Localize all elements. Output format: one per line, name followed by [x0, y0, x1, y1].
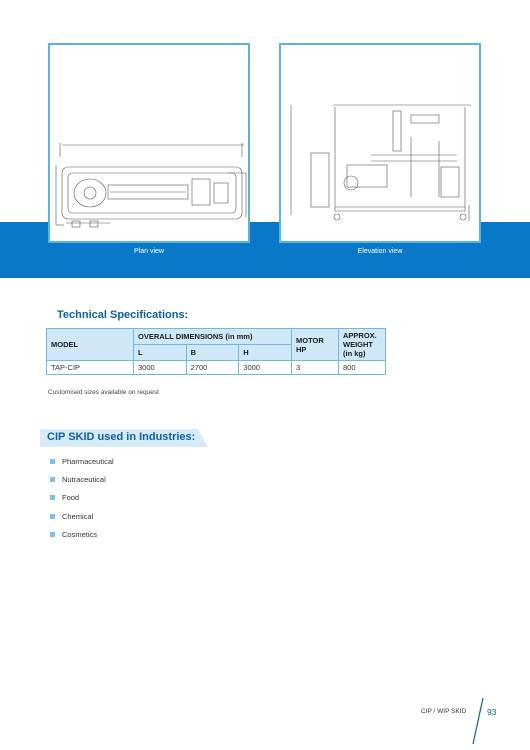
elevation-view-drawing [281, 45, 483, 245]
col-b: B [186, 345, 239, 361]
bullet-icon [50, 477, 55, 482]
elevation-view-caption: Elevation view [357, 248, 403, 255]
cell-h: 3000 [239, 361, 292, 375]
col-h: H [239, 345, 292, 361]
custom-size-note: Customised sizes available on request [48, 389, 159, 396]
col-weight: APPROX. WEIGHT (in kg) [339, 329, 386, 361]
list-item [50, 452, 114, 470]
cell-model: TAP-CIP [47, 361, 134, 375]
bullet-icon [50, 532, 55, 537]
cell-weight: 800 [339, 361, 386, 375]
col-motor: MOTOR HP [292, 329, 339, 361]
page-number: 93 [487, 707, 497, 717]
cell-l: 3000 [134, 361, 187, 375]
industry-label: Food [62, 493, 80, 503]
col-l: L [134, 345, 187, 361]
plan-view-figure [48, 43, 250, 243]
footer-section-label: CIP / WIP SKID [421, 708, 467, 715]
list-item [50, 470, 114, 488]
industries-heading: CIP SKID used in Industries: [47, 431, 196, 443]
list-item [50, 489, 114, 507]
bullet-icon [50, 514, 55, 519]
elevation-view-figure [279, 43, 481, 243]
footer-divider-icon [472, 698, 484, 744]
cell-motor: 3 [292, 361, 339, 375]
table-row [47, 361, 386, 375]
list-item [50, 507, 114, 525]
col-dimensions: OVERALL DIMENSIONS (in mm) [134, 329, 292, 345]
table-header-row [47, 329, 386, 345]
bullet-icon [50, 495, 55, 500]
bullet-icon [50, 459, 55, 464]
list-item [50, 525, 114, 543]
industry-label: Cosmetics [62, 529, 98, 539]
industry-label: Chemical [62, 511, 94, 521]
spec-table [46, 328, 386, 375]
col-model: MODEL [47, 329, 134, 361]
industry-label: Pharmaceutical [62, 456, 114, 466]
industry-label: Nutraceutical [62, 474, 106, 484]
tech-spec-heading: Technical Specifications: [57, 309, 189, 321]
cell-b: 2700 [186, 361, 239, 375]
plan-view-drawing [50, 45, 252, 245]
plan-view-caption: Plan view [134, 248, 164, 255]
industries-list [50, 452, 114, 543]
